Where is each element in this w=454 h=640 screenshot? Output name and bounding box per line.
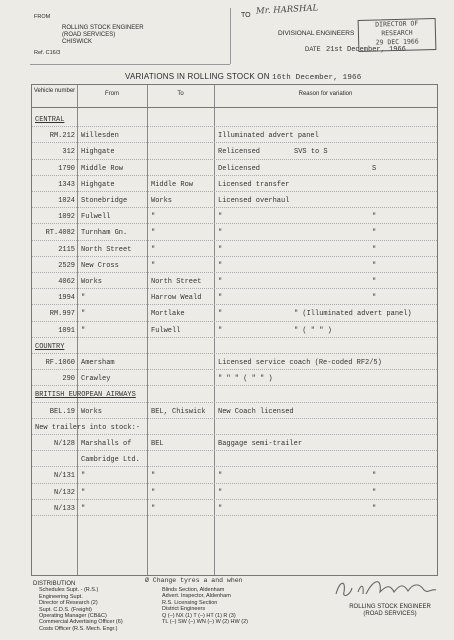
row-rule xyxy=(32,337,437,338)
to-value: DIVISIONAL ENGINEERS xyxy=(278,30,355,37)
cell-from: " xyxy=(81,294,86,303)
distribution-item: Advert. Inspector, Aldenham xyxy=(162,593,231,600)
cell-reason: Delicensed xyxy=(218,164,261,173)
cell-reason: " xyxy=(218,213,223,222)
cell-to: Works xyxy=(151,197,173,205)
col-header-vehicle: Vehicle number xyxy=(33,88,76,94)
cell-to: " xyxy=(151,229,156,238)
row-rule xyxy=(32,223,437,224)
to-handwritten: Mr. HARSHAL xyxy=(255,3,319,17)
cell-extra: " xyxy=(372,488,377,497)
cell-extra: SVS to S xyxy=(294,148,328,157)
cell-vehicle: 1092 xyxy=(58,213,75,222)
cell-reason: " xyxy=(218,310,223,319)
cell-extra: " xyxy=(372,278,377,286)
distribution-item: Blinds Section, Aldenham xyxy=(162,587,225,593)
cell-from: Works xyxy=(81,278,103,286)
row-rule xyxy=(32,175,437,176)
cell-from: Stonebridge xyxy=(81,197,128,205)
from-label: FROM xyxy=(34,14,51,20)
cell-reason: " xyxy=(218,245,223,254)
cell-from: Cambridge Ltd. xyxy=(81,456,140,465)
cell-from: " xyxy=(81,504,86,513)
cell-from: Turnham Gn. xyxy=(81,229,128,238)
row-rule xyxy=(32,321,437,322)
distribution-item: Commercial Advertising Officer (6) xyxy=(39,619,123,626)
cell-vehicle: N/128 xyxy=(53,440,75,448)
cell-to: " xyxy=(151,213,156,222)
cell-from: Fulwell xyxy=(81,213,111,222)
cell-reason: New Coach licensed xyxy=(218,407,294,416)
cell-extra: " (Illuminated advert panel) xyxy=(294,310,412,319)
date-label: DATE xyxy=(305,47,321,53)
stamp-line: DIRECTOR OF xyxy=(375,19,419,29)
distribution-item: Operating Manager (CB&C) xyxy=(39,613,107,620)
row-rule xyxy=(32,142,437,143)
row-rule xyxy=(32,450,437,451)
header-rule xyxy=(30,64,230,65)
cell-vehicle: N/133 xyxy=(53,504,75,513)
cell-vehicle: 1091 xyxy=(58,326,75,335)
cell-reason: " xyxy=(218,472,223,481)
cell-vehicle: N/131 xyxy=(53,472,75,481)
cell-to: Mortlake xyxy=(151,310,185,319)
col-header-reason: Reason for variation xyxy=(298,91,353,97)
row-rule xyxy=(32,191,437,192)
cell-from: Marshalls of xyxy=(81,440,132,448)
distribution-item: Engineering Supt. xyxy=(39,593,83,600)
signature-subtitle: (ROAD SERVICES) xyxy=(363,611,417,617)
header-divider xyxy=(32,107,437,108)
from-line: (ROAD SERVICES) xyxy=(62,32,116,38)
cell-to: " xyxy=(151,245,156,254)
cell-vehicle: BEL.19 xyxy=(49,407,75,416)
cell-vehicle: RF.1060 xyxy=(45,359,75,367)
cell-to: BEL, Chiswick xyxy=(151,407,206,416)
col-header-from: From xyxy=(105,91,119,97)
document-title xyxy=(125,72,361,82)
cell-to: Middle Row xyxy=(151,180,194,189)
cell-from: Highgate xyxy=(81,180,115,189)
table-note: New trailers into stock:- xyxy=(35,423,141,432)
cell-extra: " xyxy=(372,229,377,238)
signature-title: ROLLING STOCK ENGINEER xyxy=(349,604,431,610)
row-rule xyxy=(32,256,437,257)
row-rule xyxy=(32,483,437,484)
cell-vehicle: RT.4082 xyxy=(45,229,75,238)
cell-from: " xyxy=(81,472,86,481)
cell-extra: " xyxy=(372,213,377,222)
cell-to: Fulwell xyxy=(151,326,181,335)
stamp-line: RESEARCH xyxy=(381,28,413,38)
row-rule xyxy=(32,240,437,241)
cell-extra: " ( " " ) xyxy=(294,326,332,335)
cell-vehicle: 2529 xyxy=(58,261,75,270)
to-label: TO xyxy=(241,12,251,19)
cell-reason: " xyxy=(218,261,223,270)
row-rule xyxy=(32,418,437,419)
cell-vehicle: 1343 xyxy=(58,180,75,189)
distribution-right xyxy=(162,587,248,625)
cell-from: Crawley xyxy=(81,375,111,384)
cell-from: " xyxy=(81,488,86,497)
distribution-title: DISTRIBUTION xyxy=(33,581,76,587)
cell-reason: " xyxy=(218,504,223,513)
row-rule xyxy=(32,304,437,305)
cell-from: Works xyxy=(81,407,103,416)
row-rule xyxy=(32,159,437,160)
cell-reason: Baggage semi-trailer xyxy=(218,440,303,448)
cell-to: BEL xyxy=(151,440,164,448)
signature-block xyxy=(340,604,440,618)
row-rule xyxy=(32,207,437,208)
cell-to: Harrow Weald xyxy=(151,294,202,303)
cell-reason: " " " ( " " ) xyxy=(218,375,273,384)
cell-reason: " xyxy=(218,294,223,303)
title-date: 16th December, 1966 xyxy=(272,74,362,82)
row-rule xyxy=(32,126,437,127)
row-rule xyxy=(32,499,437,500)
cell-from: Highgate xyxy=(81,148,115,157)
row-rule xyxy=(32,515,437,516)
cell-reason: Relicensed xyxy=(218,148,261,157)
distribution-left xyxy=(33,587,123,632)
section-heading: BRITISH EUROPEAN AIRWAYS xyxy=(35,391,136,400)
cell-vehicle: 1024 xyxy=(58,197,75,205)
distribution-item: Schedules Supt. - (R.S.) xyxy=(39,587,99,594)
cell-reason: " xyxy=(218,278,223,286)
cell-vehicle: 312 xyxy=(62,148,75,157)
row-rule xyxy=(32,288,437,289)
row-rule xyxy=(32,466,437,467)
cell-reason: Illuminated advert panel xyxy=(218,132,319,141)
cell-vehicle: N/132 xyxy=(53,488,75,497)
distribution-item: Director of Research (2) xyxy=(39,600,98,607)
cell-from: North Street xyxy=(81,245,132,254)
cell-vehicle: RM.212 xyxy=(49,132,75,141)
section-heading: COUNTRY xyxy=(35,342,65,351)
row-rule xyxy=(32,434,437,435)
cell-vehicle: RM.997 xyxy=(49,310,75,319)
cell-reason: " xyxy=(218,326,223,335)
cell-from: " xyxy=(81,310,86,319)
row-rule xyxy=(32,402,437,403)
cell-extra: " xyxy=(372,261,377,270)
footnote: Ø Change tyres a and when xyxy=(145,577,243,584)
cell-reason: Licensed transfer xyxy=(218,180,290,189)
cell-extra: " xyxy=(372,294,377,303)
cell-extra: " xyxy=(372,504,377,513)
distribution-item: District Engineers xyxy=(162,606,206,613)
cell-to: " xyxy=(151,504,156,513)
cell-vehicle: 1994 xyxy=(58,294,75,303)
cell-extra: " xyxy=(372,245,377,254)
cell-vehicle: 290 xyxy=(62,375,75,384)
from-line: CHISWICK xyxy=(62,39,92,45)
cell-reason: " xyxy=(218,229,223,238)
cell-from: Willesden xyxy=(81,132,119,141)
distribution-item: R.S. Licensing Section xyxy=(162,599,218,606)
from-address xyxy=(62,25,144,46)
section-heading: CENTRAL xyxy=(35,116,65,124)
cell-to: " xyxy=(151,488,156,497)
date-value: 21st December, 1966 xyxy=(326,46,406,54)
cell-reason: Licensed overhaul xyxy=(218,197,290,205)
distribution-item: TL (–) SW (–) WN (–) W (2) HW (2) xyxy=(162,619,248,626)
distribution-list xyxy=(33,581,123,632)
row-rule xyxy=(32,369,437,370)
row-rule xyxy=(32,353,437,354)
cell-from: " xyxy=(81,326,86,335)
cell-reason: Licensed service coach (Re-coded RF2/5) xyxy=(218,359,382,367)
cell-to: " xyxy=(151,472,156,481)
cell-from: New Cross xyxy=(81,261,119,270)
cell-vehicle: 2115 xyxy=(58,245,75,254)
cell-from: Amersham xyxy=(81,359,115,367)
row-rule xyxy=(32,385,437,386)
cell-to: North Street xyxy=(151,278,202,286)
col-header-to: To xyxy=(177,91,184,97)
cell-vehicle: 4062 xyxy=(58,278,75,286)
distribution-item: Supt. C.D.S. (Freight) xyxy=(39,606,92,613)
received-stamp xyxy=(358,18,437,52)
cell-from: Middle Row xyxy=(81,164,124,173)
handwritten-signature xyxy=(330,576,440,602)
distribution-item: Costs Officer (R.S. Mech. Engr.) xyxy=(39,625,118,632)
cell-extra: S xyxy=(372,164,377,173)
cell-to: " xyxy=(151,261,156,270)
cell-vehicle: 1790 xyxy=(58,164,75,173)
from-line: ROLLING STOCK ENGINEER xyxy=(62,25,144,31)
variations-table xyxy=(31,84,438,576)
stamp-line: 29 DEC 1966 xyxy=(375,37,419,47)
title-prefix: VARIATIONS IN ROLLING STOCK ON xyxy=(125,72,270,81)
cell-reason: " xyxy=(218,488,223,497)
distribution-item: Q (–) NX (1) T (–) HT (1) R (3) xyxy=(162,612,236,619)
cell-extra: " xyxy=(372,472,377,481)
row-rule xyxy=(32,272,437,273)
reference: Ref. C16/3 xyxy=(34,50,61,56)
header-divider xyxy=(230,8,231,64)
